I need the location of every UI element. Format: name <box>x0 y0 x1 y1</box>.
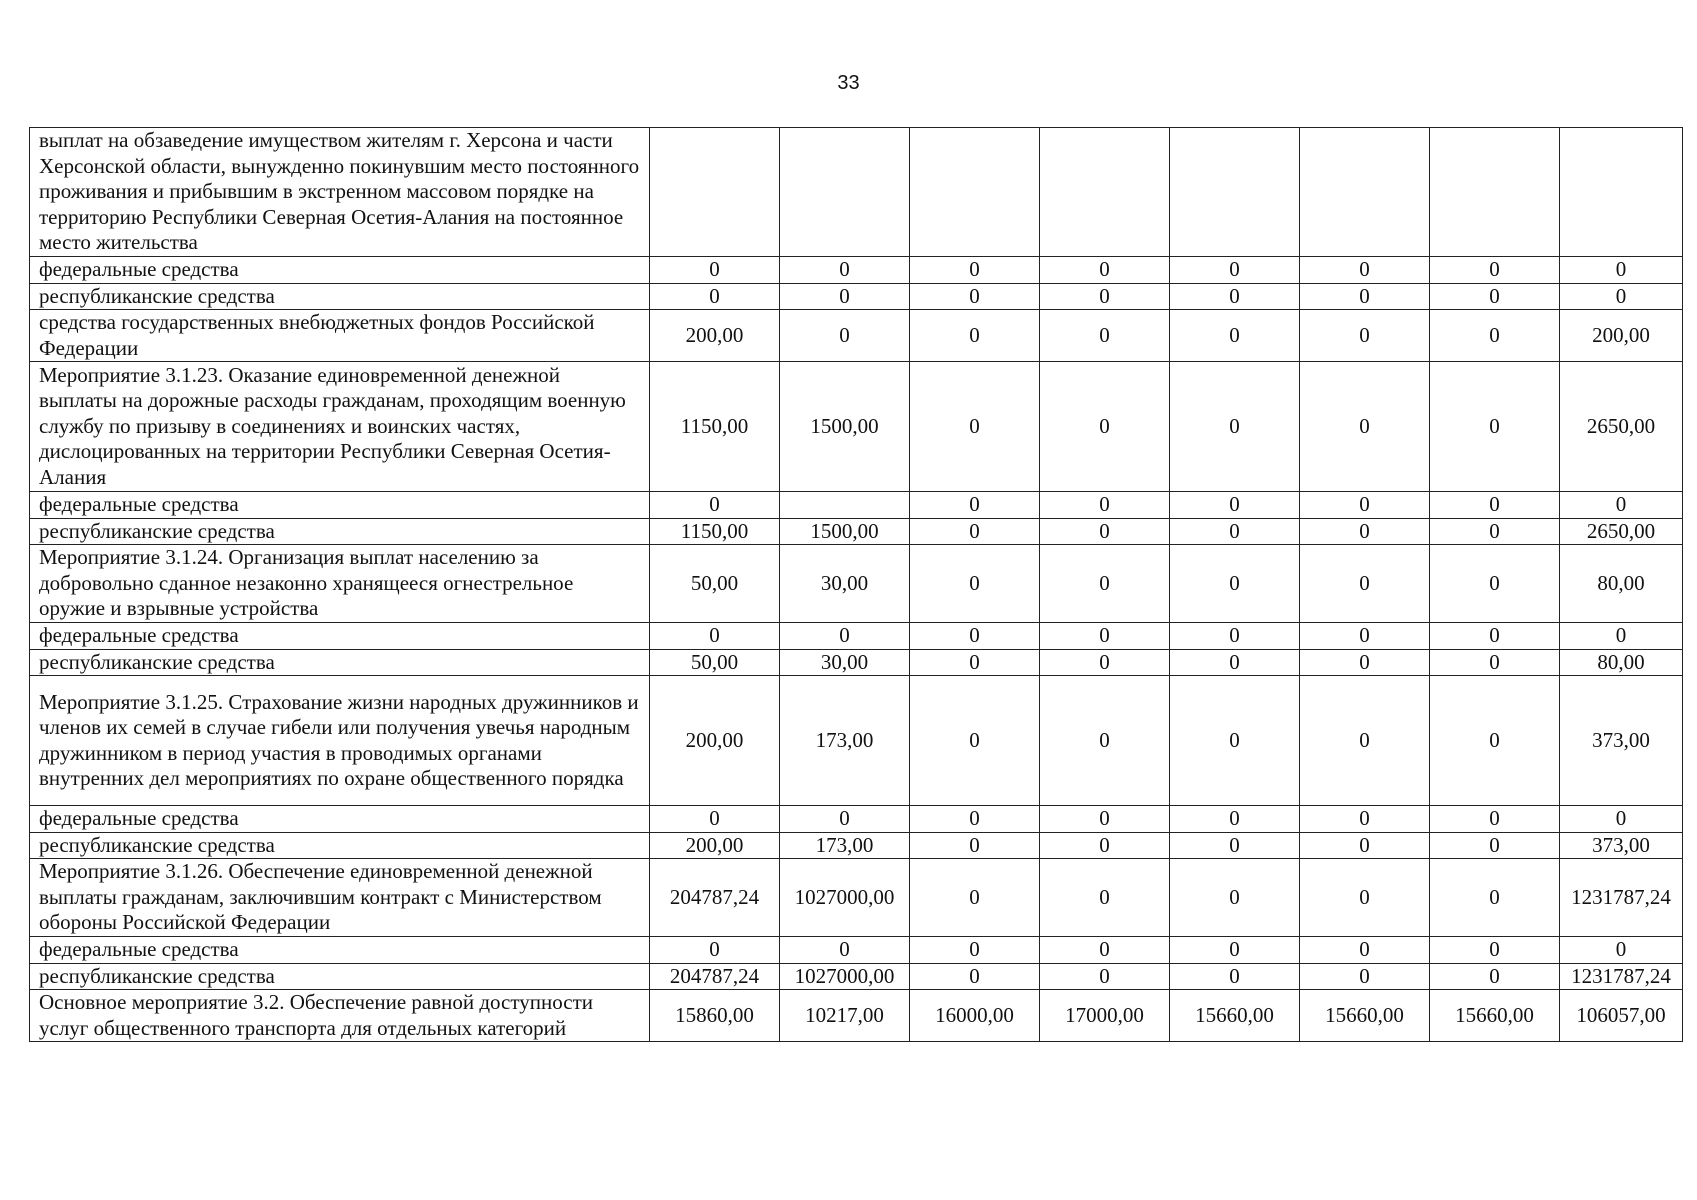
value-cell <box>1430 128 1560 257</box>
value-cell: 0 <box>1040 283 1170 310</box>
value-cell: 0 <box>1430 649 1560 676</box>
value-cell: 17000,00 <box>1040 990 1170 1042</box>
table-row <box>30 990 1683 1042</box>
value-cell <box>1040 128 1170 257</box>
value-cell: 0 <box>910 623 1040 650</box>
table-row <box>30 518 1683 545</box>
value-cell: 0 <box>910 518 1040 545</box>
value-cell: 2650,00 <box>1560 518 1683 545</box>
value-cell: 200,00 <box>650 676 780 806</box>
value-cell: 2650,00 <box>1560 362 1683 492</box>
value-cell: 16000,00 <box>910 990 1040 1042</box>
table-row <box>30 832 1683 859</box>
value-cell: 0 <box>1300 257 1430 284</box>
value-cell: 173,00 <box>780 676 910 806</box>
value-cell: 0 <box>910 362 1040 492</box>
value-cell: 0 <box>910 283 1040 310</box>
table-row <box>30 310 1683 362</box>
value-cell: 0 <box>1560 806 1683 833</box>
table-row <box>30 859 1683 937</box>
value-cell: 0 <box>1040 832 1170 859</box>
value-cell: 0 <box>650 937 780 964</box>
value-cell: 0 <box>910 859 1040 937</box>
value-cell: 0 <box>1430 676 1560 806</box>
table-row <box>30 676 1683 806</box>
value-cell: 10217,00 <box>780 990 910 1042</box>
value-cell: 0 <box>1170 362 1300 492</box>
value-cell: 0 <box>1430 362 1560 492</box>
table-row <box>30 257 1683 284</box>
value-cell: 0 <box>1430 963 1560 990</box>
value-cell: 0 <box>1170 623 1300 650</box>
value-cell: 80,00 <box>1560 545 1683 623</box>
value-cell: 173,00 <box>780 832 910 859</box>
value-cell: 0 <box>1300 859 1430 937</box>
value-cell <box>780 128 910 257</box>
value-cell: 0 <box>1430 283 1560 310</box>
table-row <box>30 128 1683 257</box>
value-cell: 0 <box>1170 492 1300 519</box>
value-cell: 0 <box>1170 518 1300 545</box>
value-cell: 0 <box>1040 257 1170 284</box>
value-cell: 0 <box>910 676 1040 806</box>
value-cell <box>1300 128 1430 257</box>
table-row <box>30 362 1683 492</box>
value-cell: 0 <box>1430 859 1560 937</box>
value-cell: 0 <box>1300 832 1430 859</box>
row-label: республиканские средства <box>30 963 650 990</box>
page-number: 33 <box>837 72 860 94</box>
value-cell: 0 <box>1560 937 1683 964</box>
value-cell: 0 <box>1430 492 1560 519</box>
table-row <box>30 492 1683 519</box>
row-label: республиканские средства <box>30 283 650 310</box>
value-cell: 0 <box>910 545 1040 623</box>
value-cell: 0 <box>1560 283 1683 310</box>
value-cell: 0 <box>1300 492 1430 519</box>
value-cell: 0 <box>910 937 1040 964</box>
value-cell: 0 <box>1300 937 1430 964</box>
value-cell: 0 <box>1430 257 1560 284</box>
value-cell: 0 <box>1170 937 1300 964</box>
table-row <box>30 649 1683 676</box>
value-cell: 0 <box>1300 676 1430 806</box>
row-label: федеральные средства <box>30 623 650 650</box>
value-cell: 0 <box>780 257 910 284</box>
value-cell: 0 <box>1300 283 1430 310</box>
value-cell: 0 <box>1040 310 1170 362</box>
value-cell: 0 <box>650 806 780 833</box>
value-cell: 0 <box>1430 832 1560 859</box>
value-cell: 0 <box>1430 806 1560 833</box>
value-cell: 0 <box>1040 492 1170 519</box>
value-cell: 1027000,00 <box>780 859 910 937</box>
value-cell: 0 <box>1040 649 1170 676</box>
value-cell: 0 <box>1170 257 1300 284</box>
value-cell: 0 <box>1170 649 1300 676</box>
table-row <box>30 283 1683 310</box>
value-cell: 0 <box>1040 937 1170 964</box>
value-cell: 0 <box>910 806 1040 833</box>
value-cell: 0 <box>1170 310 1300 362</box>
value-cell: 0 <box>780 806 910 833</box>
value-cell: 0 <box>1040 806 1170 833</box>
value-cell: 200,00 <box>1560 310 1683 362</box>
value-cell: 0 <box>1170 806 1300 833</box>
value-cell: 0 <box>1300 310 1430 362</box>
value-cell <box>780 492 910 519</box>
value-cell: 0 <box>1170 545 1300 623</box>
value-cell: 204787,24 <box>650 963 780 990</box>
row-label: федеральные средства <box>30 806 650 833</box>
value-cell: 80,00 <box>1560 649 1683 676</box>
value-cell <box>1170 128 1300 257</box>
table-row <box>30 806 1683 833</box>
value-cell: 373,00 <box>1560 832 1683 859</box>
value-cell: 1150,00 <box>650 518 780 545</box>
value-cell <box>1560 128 1683 257</box>
value-cell: 0 <box>1040 676 1170 806</box>
row-label: Мероприятие 3.1.23. Оказание единовременной денежной выплаты на дорожные расходы гражданам, проходящим военную службу по призыву в соединениях и воинских частях, дислоцированных на территории Республики Северная Осетия-Алания <box>30 362 650 492</box>
value-cell: 0 <box>780 937 910 964</box>
value-cell: 0 <box>780 283 910 310</box>
value-cell: 50,00 <box>650 545 780 623</box>
row-label: выплат на обзаведение имуществом жителям г. Херсона и части Херсонской области, вынужденно покинувшим место постоянного проживания и прибывшим в экстренном массовом порядке на территорию Республики Северная Осетия-Алания на постоянное место жительства <box>30 128 650 257</box>
value-cell: 0 <box>1170 963 1300 990</box>
row-label: Основное мероприятие 3.2. Обеспечение равной доступности услуг общественного транспорта для отдельных категорий <box>30 990 650 1042</box>
value-cell: 0 <box>1040 362 1170 492</box>
value-cell <box>650 128 780 257</box>
value-cell: 0 <box>650 283 780 310</box>
value-cell: 15860,00 <box>650 990 780 1042</box>
value-cell: 0 <box>910 257 1040 284</box>
value-cell: 0 <box>910 963 1040 990</box>
value-cell: 0 <box>1040 859 1170 937</box>
budget-table <box>29 127 1683 1042</box>
value-cell: 0 <box>1430 937 1560 964</box>
row-label: Мероприятие 3.1.25. Страхование жизни народных дружинников и членов их семей в случае гибели или получения увечья народным дружинником в период участия в проводимых органами внутренних дел мероприятиях по охране общественного порядка <box>30 676 650 806</box>
value-cell: 30,00 <box>780 649 910 676</box>
value-cell: 1027000,00 <box>780 963 910 990</box>
value-cell: 1500,00 <box>780 518 910 545</box>
value-cell: 15660,00 <box>1430 990 1560 1042</box>
value-cell: 373,00 <box>1560 676 1683 806</box>
row-label: федеральные средства <box>30 492 650 519</box>
value-cell: 200,00 <box>650 832 780 859</box>
table-row <box>30 963 1683 990</box>
value-cell: 0 <box>780 310 910 362</box>
row-label: федеральные средства <box>30 257 650 284</box>
row-label: Мероприятие 3.1.24. Организация выплат населению за добровольно сданное незаконно хранящееся огнестрельное оружие и взрывные устройства <box>30 545 650 623</box>
value-cell: 15660,00 <box>1300 990 1430 1042</box>
value-cell: 30,00 <box>780 545 910 623</box>
value-cell: 0 <box>1300 963 1430 990</box>
value-cell: 0 <box>910 832 1040 859</box>
value-cell: 0 <box>1560 492 1683 519</box>
value-cell: 0 <box>1170 283 1300 310</box>
value-cell: 0 <box>910 310 1040 362</box>
row-label: республиканские средства <box>30 832 650 859</box>
value-cell: 15660,00 <box>1170 990 1300 1042</box>
value-cell <box>910 128 1040 257</box>
value-cell: 0 <box>1300 545 1430 623</box>
table-row <box>30 545 1683 623</box>
value-cell: 0 <box>1300 518 1430 545</box>
value-cell: 0 <box>1040 545 1170 623</box>
value-cell: 0 <box>1170 676 1300 806</box>
row-label: Мероприятие 3.1.26. Обеспечение единовременной денежной выплаты гражданам, заключившим контракт с Министерством обороны Российской Федерации <box>30 859 650 937</box>
value-cell: 0 <box>780 623 910 650</box>
value-cell: 0 <box>650 623 780 650</box>
value-cell: 1500,00 <box>780 362 910 492</box>
value-cell: 1231787,24 <box>1560 859 1683 937</box>
value-cell: 200,00 <box>650 310 780 362</box>
value-cell: 0 <box>1040 623 1170 650</box>
value-cell: 0 <box>1430 545 1560 623</box>
value-cell: 0 <box>910 492 1040 519</box>
value-cell: 204787,24 <box>650 859 780 937</box>
value-cell: 0 <box>650 492 780 519</box>
value-cell: 0 <box>1170 832 1300 859</box>
value-cell: 0 <box>1300 623 1430 650</box>
value-cell: 0 <box>1430 623 1560 650</box>
value-cell: 0 <box>1300 649 1430 676</box>
row-label: средства государственных внебюджетных фондов Российской Федерации <box>30 310 650 362</box>
value-cell: 1150,00 <box>650 362 780 492</box>
value-cell: 0 <box>1040 963 1170 990</box>
value-cell: 0 <box>1300 362 1430 492</box>
row-label: республиканские средства <box>30 518 650 545</box>
value-cell: 1231787,24 <box>1560 963 1683 990</box>
table-row <box>30 623 1683 650</box>
row-label: республиканские средства <box>30 649 650 676</box>
value-cell: 0 <box>1300 806 1430 833</box>
value-cell: 0 <box>1430 518 1560 545</box>
value-cell: 106057,00 <box>1560 990 1683 1042</box>
value-cell: 0 <box>1560 257 1683 284</box>
value-cell: 0 <box>1430 310 1560 362</box>
row-label: федеральные средства <box>30 937 650 964</box>
value-cell: 50,00 <box>650 649 780 676</box>
value-cell: 0 <box>1040 518 1170 545</box>
value-cell: 0 <box>1170 859 1300 937</box>
value-cell: 0 <box>1560 623 1683 650</box>
value-cell: 0 <box>650 257 780 284</box>
table-row <box>30 937 1683 964</box>
value-cell: 0 <box>910 649 1040 676</box>
